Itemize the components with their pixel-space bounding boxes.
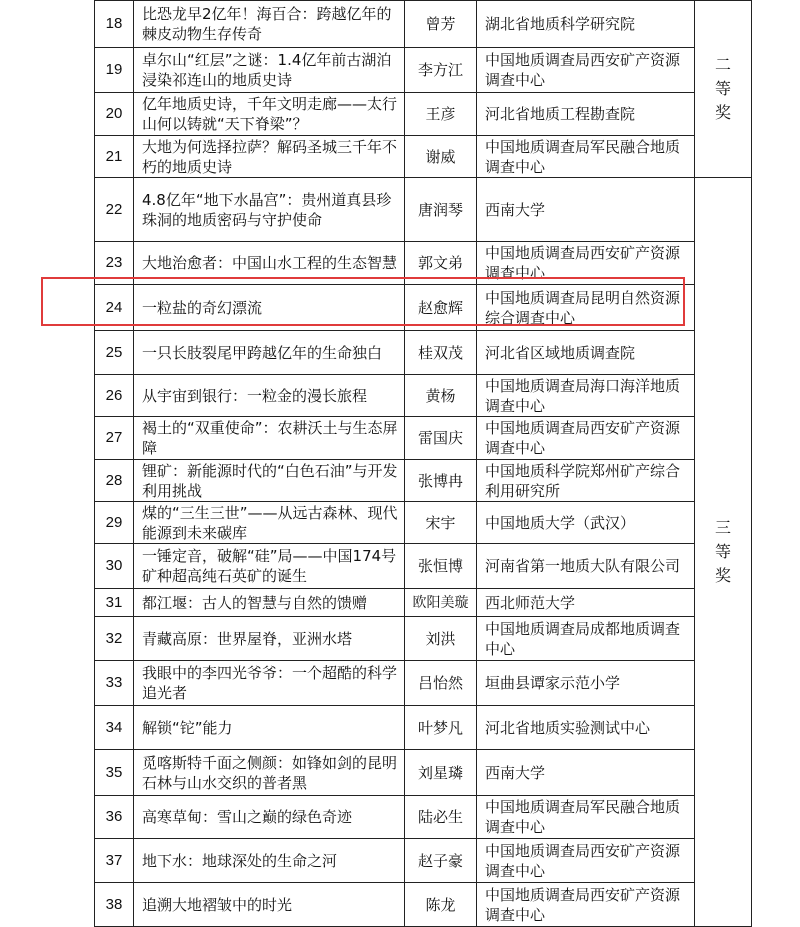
author-unit: 西南大学 xyxy=(477,178,695,242)
table-row xyxy=(95,136,752,178)
work-title: 卓尔山“红层”之谜：1.4亿年前古湖泊浸染祁连山的地质史诗 xyxy=(134,48,405,93)
work-title: 褐土的“双重使命”：农耕沃土与生态屏障 xyxy=(134,417,405,460)
row-number: 21 xyxy=(95,136,134,178)
work-title: 比恐龙早2亿年！海百合：跨越亿年的棘皮动物生存传奇 xyxy=(134,1,405,48)
work-title: 亿年地质史诗，千年文明走廊——太行山何以铸就“天下脊梁”？ xyxy=(134,93,405,136)
author-unit: 河北省地质实验测试中心 xyxy=(477,706,695,750)
author-unit: 中国地质调查局军民融合地质调查中心 xyxy=(477,796,695,839)
author-unit: 中国地质调查局西安矿产资源调查中心 xyxy=(477,883,695,927)
table-row xyxy=(95,285,752,331)
row-number: 33 xyxy=(95,661,134,706)
row-number: 26 xyxy=(95,375,134,417)
author-name: 欧阳美璇 xyxy=(405,589,477,617)
work-title: 煤的“三生三世”——从远古森林、现代能源到未来碳库 xyxy=(134,502,405,544)
author-unit: 中国地质科学院郑州矿产综合利用研究所 xyxy=(477,460,695,502)
prize-second xyxy=(695,1,752,178)
author-name: 谢威 xyxy=(405,136,477,178)
author-unit: 中国地质调查局成都地质调查中心 xyxy=(477,617,695,661)
row-number: 24 xyxy=(95,285,134,331)
author-unit: 中国地质调查局西安矿产资源调查中心 xyxy=(477,242,695,285)
row-number: 18 xyxy=(95,1,134,48)
prize-label: 二等奖 xyxy=(714,55,731,122)
work-title: 解锁“铊”能力 xyxy=(134,706,405,750)
row-number: 35 xyxy=(95,750,134,796)
row-number: 20 xyxy=(95,93,134,136)
author-name: 赵愈辉 xyxy=(405,285,477,331)
work-title: 地下水：地球深处的生命之河 xyxy=(134,839,405,883)
table-row xyxy=(95,796,752,839)
table-row xyxy=(95,883,752,927)
table-row xyxy=(95,93,752,136)
author-unit: 西北师范大学 xyxy=(477,589,695,617)
table-row xyxy=(95,544,752,589)
author-name: 刘星璘 xyxy=(405,750,477,796)
table-row xyxy=(95,331,752,375)
author-name: 陈龙 xyxy=(405,883,477,927)
author-name: 郭文弟 xyxy=(405,242,477,285)
work-title: 锂矿：新能源时代的“白色石油”与开发利用挑战 xyxy=(134,460,405,502)
author-name: 刘洪 xyxy=(405,617,477,661)
author-unit: 中国地质调查局西安矿产资源调查中心 xyxy=(477,48,695,93)
table-row xyxy=(95,178,752,242)
table-row xyxy=(95,460,752,502)
prize-third xyxy=(695,178,752,927)
author-name: 张恒博 xyxy=(405,544,477,589)
prize-label: 三等奖 xyxy=(714,518,731,585)
work-title: 青藏高原：世界屋脊，亚洲水塔 xyxy=(134,617,405,661)
table-row xyxy=(95,48,752,93)
author-name: 王彦 xyxy=(405,93,477,136)
author-unit: 中国地质调查局西安矿产资源调查中心 xyxy=(477,839,695,883)
table-row xyxy=(95,839,752,883)
work-title: 从宇宙到银行：一粒金的漫长旅程 xyxy=(134,375,405,417)
author-unit: 河南省第一地质大队有限公司 xyxy=(477,544,695,589)
awards-table xyxy=(94,0,752,927)
work-title: 都江堰：古人的智慧与自然的馈赠 xyxy=(134,589,405,617)
row-number: 19 xyxy=(95,48,134,93)
work-title: 高寒草甸：雪山之巅的绿色奇迹 xyxy=(134,796,405,839)
row-number: 37 xyxy=(95,839,134,883)
work-title: 大地治愈者：中国山水工程的生态智慧 xyxy=(134,242,405,285)
table-row xyxy=(95,417,752,460)
author-unit: 河北省区域地质调查院 xyxy=(477,331,695,375)
row-number: 28 xyxy=(95,460,134,502)
row-number: 36 xyxy=(95,796,134,839)
table-row xyxy=(95,502,752,544)
row-number: 22 xyxy=(95,178,134,242)
table-row xyxy=(95,706,752,750)
work-title: 我眼中的李四光爷爷：一个超酷的科学追光者 xyxy=(134,661,405,706)
table-row xyxy=(95,1,752,48)
author-name: 吕怡然 xyxy=(405,661,477,706)
work-title: 觅喀斯特千面之侧颜：如锋如剑的昆明石林与山水交织的普者黑 xyxy=(134,750,405,796)
row-number: 30 xyxy=(95,544,134,589)
work-title: 4.8亿年“地下水晶宫”：贵州道真县珍珠洞的地质密码与守护使命 xyxy=(134,178,405,242)
author-unit: 湖北省地质科学研究院 xyxy=(477,1,695,48)
author-unit: 河北省地质工程勘查院 xyxy=(477,93,695,136)
work-title: 大地为何选择拉萨？解码圣城三千年不朽的地质史诗 xyxy=(134,136,405,178)
work-title: 一只长肢裂尾甲跨越亿年的生命独白 xyxy=(134,331,405,375)
author-name: 黄杨 xyxy=(405,375,477,417)
author-unit: 中国地质调查局海口海洋地质调查中心 xyxy=(477,375,695,417)
table-row xyxy=(95,375,752,417)
work-title: 一锤定音，破解“硅”局——中国174号矿种超高纯石英矿的诞生 xyxy=(134,544,405,589)
table-row xyxy=(95,617,752,661)
author-name: 桂双茂 xyxy=(405,331,477,375)
row-number: 23 xyxy=(95,242,134,285)
author-name: 张博冉 xyxy=(405,460,477,502)
author-unit: 中国地质调查局西安矿产资源调查中心 xyxy=(477,417,695,460)
author-name: 雷国庆 xyxy=(405,417,477,460)
author-name: 唐润琴 xyxy=(405,178,477,242)
work-title: 追溯大地褶皱中的时光 xyxy=(134,883,405,927)
row-number: 38 xyxy=(95,883,134,927)
author-unit: 西南大学 xyxy=(477,750,695,796)
table-row xyxy=(95,750,752,796)
author-name: 李方江 xyxy=(405,48,477,93)
author-unit: 中国地质调查局军民融合地质调查中心 xyxy=(477,136,695,178)
author-name: 叶梦凡 xyxy=(405,706,477,750)
author-name: 赵子豪 xyxy=(405,839,477,883)
row-number: 29 xyxy=(95,502,134,544)
table-row xyxy=(95,242,752,285)
author-name: 宋宇 xyxy=(405,502,477,544)
author-name: 曾芳 xyxy=(405,1,477,48)
row-number: 27 xyxy=(95,417,134,460)
row-number: 31 xyxy=(95,589,134,617)
row-number: 34 xyxy=(95,706,134,750)
author-unit: 中国地质大学（武汉） xyxy=(477,502,695,544)
row-number: 25 xyxy=(95,331,134,375)
work-title: 一粒盐的奇幻漂流 xyxy=(134,285,405,331)
author-unit: 垣曲县谭家示范小学 xyxy=(477,661,695,706)
author-unit: 中国地质调查局昆明自然资源综合调查中心 xyxy=(477,285,695,331)
table-row xyxy=(95,661,752,706)
author-name: 陆必生 xyxy=(405,796,477,839)
table-row xyxy=(95,589,752,617)
row-number: 32 xyxy=(95,617,134,661)
